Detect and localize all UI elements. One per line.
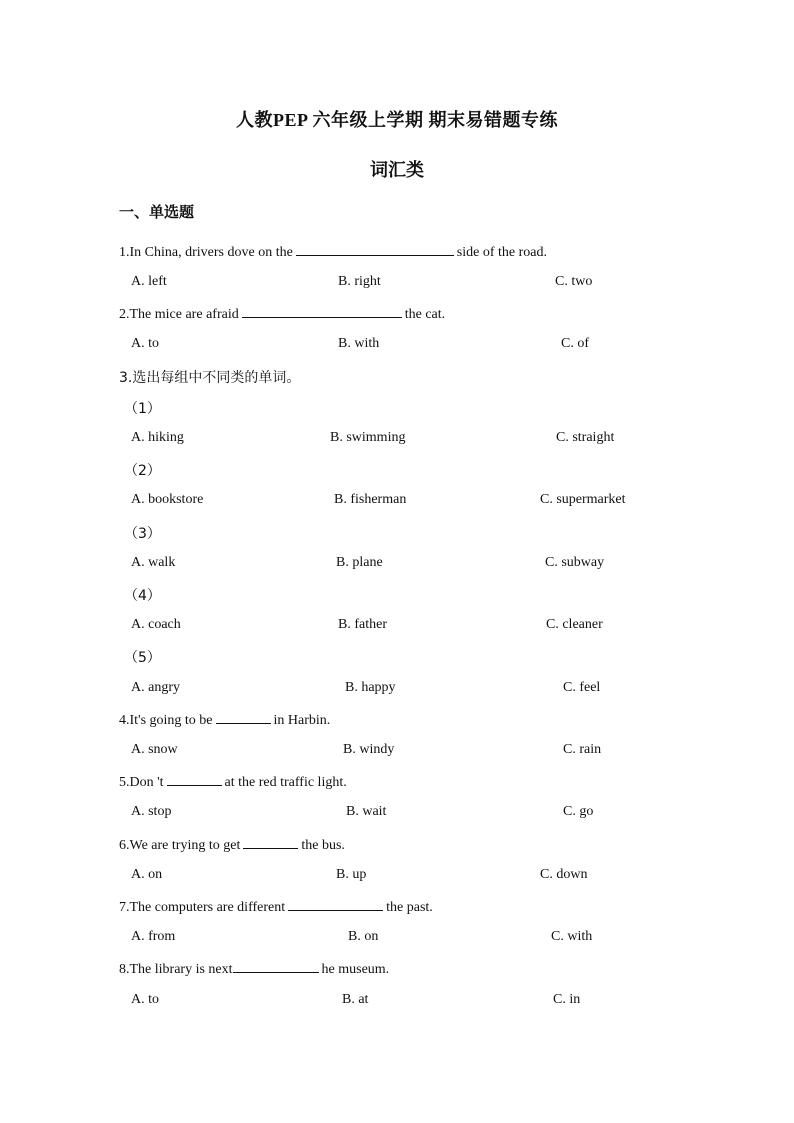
answer-blank[interactable] bbox=[216, 711, 271, 724]
question-text: at the red traffic light. bbox=[224, 775, 347, 790]
question-text: the cat. bbox=[404, 307, 446, 322]
option-c[interactable]: C. of bbox=[561, 336, 589, 351]
option-a[interactable]: A. to bbox=[131, 336, 159, 351]
option-b[interactable]: B. swimming bbox=[330, 430, 406, 445]
question-text: side of the road. bbox=[456, 245, 547, 260]
answer-blank[interactable] bbox=[242, 305, 402, 318]
question-text: 1.In China, drivers dove on the bbox=[119, 245, 293, 260]
question-text: 2.The mice are afraid bbox=[119, 307, 239, 322]
sub-question-label: （3） bbox=[124, 526, 161, 542]
question-text: the bus. bbox=[301, 838, 345, 853]
option-a[interactable]: A. angry bbox=[131, 680, 180, 695]
option-a[interactable]: A. hiking bbox=[131, 430, 184, 445]
option-c[interactable]: C. supermarket bbox=[540, 492, 626, 507]
question-text: the past. bbox=[386, 900, 433, 915]
option-c[interactable]: C. two bbox=[555, 274, 593, 289]
option-b[interactable]: B. father bbox=[338, 617, 387, 632]
question-5 bbox=[119, 773, 347, 791]
question-text: 5.Don 't bbox=[119, 775, 164, 790]
option-a[interactable]: A. snow bbox=[131, 742, 178, 757]
sub-question-label: （2） bbox=[124, 463, 161, 479]
option-b[interactable]: B. wait bbox=[346, 804, 387, 819]
question-6 bbox=[119, 836, 345, 854]
option-b[interactable]: B. on bbox=[348, 929, 379, 944]
option-b[interactable]: B. windy bbox=[343, 742, 395, 757]
sub-question-label: （5） bbox=[124, 650, 161, 666]
option-c[interactable]: C. straight bbox=[556, 430, 615, 445]
option-a[interactable]: A. to bbox=[131, 992, 159, 1007]
answer-blank[interactable] bbox=[233, 960, 319, 973]
question-text: 6.We are trying to get bbox=[119, 838, 241, 853]
option-a[interactable]: A. coach bbox=[131, 617, 181, 632]
option-b[interactable]: B. plane bbox=[336, 555, 383, 570]
question-text: in Harbin. bbox=[273, 713, 331, 728]
option-a[interactable]: A. bookstore bbox=[131, 492, 204, 507]
answer-blank[interactable] bbox=[167, 773, 222, 786]
answer-blank[interactable] bbox=[243, 836, 298, 849]
option-b[interactable]: B. with bbox=[338, 336, 380, 351]
page-subtitle: 词汇类 bbox=[370, 160, 424, 180]
answer-blank[interactable] bbox=[296, 243, 454, 256]
option-b[interactable]: B. fisherman bbox=[334, 492, 407, 507]
question-text: 4.It's going to be bbox=[119, 713, 213, 728]
option-b[interactable]: B. at bbox=[342, 992, 369, 1007]
option-c[interactable]: C. subway bbox=[545, 555, 605, 570]
question-8 bbox=[119, 960, 389, 978]
question-4 bbox=[119, 711, 330, 729]
question-3: 3.选出每组中不同类的单词。 bbox=[119, 370, 301, 386]
option-c[interactable]: C. go bbox=[563, 804, 594, 819]
option-a[interactable]: A. stop bbox=[131, 804, 172, 819]
option-b[interactable]: B. up bbox=[336, 867, 367, 882]
question-1 bbox=[119, 243, 547, 261]
sub-question-label: （1） bbox=[124, 401, 161, 417]
option-a[interactable]: A. walk bbox=[131, 555, 176, 570]
option-c[interactable]: C. down bbox=[540, 867, 588, 882]
option-c[interactable]: C. rain bbox=[563, 742, 602, 757]
option-c[interactable]: C. cleaner bbox=[546, 617, 603, 632]
option-b[interactable]: B. happy bbox=[345, 680, 396, 695]
question-2 bbox=[119, 305, 445, 323]
question-7 bbox=[119, 898, 433, 916]
sub-question-label: （4） bbox=[124, 588, 161, 604]
question-text: 7.The computers are different bbox=[119, 900, 286, 915]
option-a[interactable]: A. left bbox=[131, 274, 167, 289]
question-text: 8.The library is next bbox=[119, 962, 233, 977]
page-title: 人教PEP 六年级上学期 期末易错题专练 bbox=[235, 110, 558, 130]
option-c[interactable]: C. in bbox=[553, 992, 581, 1007]
option-a[interactable]: A. from bbox=[131, 929, 176, 944]
answer-blank[interactable] bbox=[288, 898, 383, 911]
option-c[interactable]: C. feel bbox=[563, 680, 601, 695]
question-text: he museum. bbox=[321, 962, 390, 977]
option-a[interactable]: A. on bbox=[131, 867, 163, 882]
option-c[interactable]: C. with bbox=[551, 929, 593, 944]
option-b[interactable]: B. right bbox=[338, 274, 381, 289]
section-heading: 一、单选题 bbox=[119, 203, 195, 221]
